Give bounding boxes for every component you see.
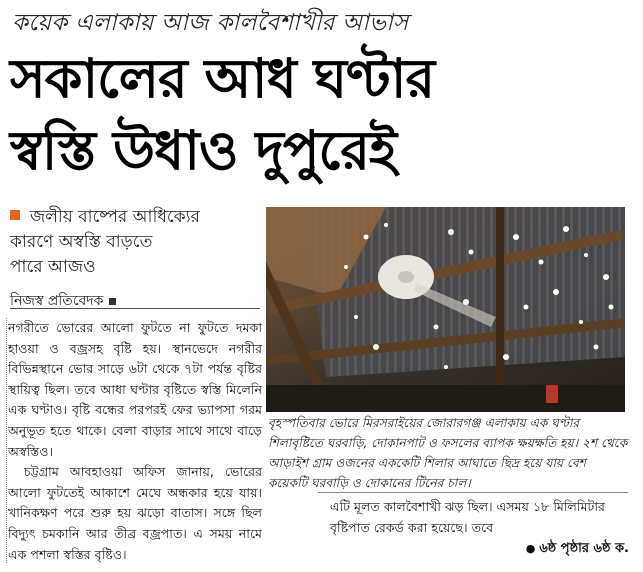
kicker-text: কয়েক এলাকায় আজ কালবৈশাখীর আভাস [12,10,409,36]
divider [10,308,260,309]
subdeck-line-2: কারণে অস্বস্তি বাড়তে [10,232,153,252]
headline-line-2: স্বস্তি উধাও দুপুরেই [10,119,396,182]
photo-caption: বৃহস্পতিবার ভোরে মিরসরাইয়ের জোরারগঞ্জ এলাকায় এক ঘণ্টার শিলাবৃষ্টিতে ঘরবাড়ি, দোকানপাট ও ফসলের ব্যাপক ক্ষয়ক্ষতি হয়। ২শ থেকে আড়াইশ গ্রাম ওজনের এককেটি শিলার আঘাতে ছিদ্র হয়ে যায় বেশ কয়েকটি ঘরবাড়ি ও দোকানের টিনের চাল। [268,416,628,490]
article-body-right: এটি মূলত কালবৈশাখী ঝড় ছিল। এসময় ১৮ মিলিমিটার বৃষ্টিপাত রেকর্ড করা হয়েছে। তবে [330,499,605,535]
article-body-left [8,318,262,565]
square-marker-icon [109,298,116,305]
square-bullet-icon [10,210,20,220]
subdeck-line-1-text: জলীয় বাষ্পের আধিক্যের [30,207,200,227]
subdeck-line-3: পারে আজও [10,257,96,277]
subdeck-line-1 [10,205,260,230]
filled-circle-icon: ● [525,542,536,555]
continuation-note [526,539,629,560]
news-photo [266,207,625,412]
byline [10,289,250,313]
damaged-roof-photo [266,207,625,412]
divider [318,492,628,493]
subdeck [10,205,260,280]
body-paragraph-1: নগরীতে ভোরের আলো ফুটতে না ফুটতে দমকা হাওয়া ও বজ্রসহ বৃষ্টি হয়। স্থানভেদে নগরীর বিভিন্নস্থানে ভোর সাড়ে ৬টা থেকে ৭টা পর্যন্ত বৃষ্টির স্থায়িত্ব ছিল। তবে আধা ঘণ্টার বৃষ্টিতে স্বস্তি মিলেনি এক ঘণ্টাও। বৃষ্টি বন্ধের পরপরই ফের ভ্যাপসা গরম অনুভূত হতে থাকে। বেলা বাড়ার সাথে সাথে বাড়ে অস্বস্তিও। [8,320,262,459]
byline-text: নিজস্ব প্রতিবেদক [10,293,104,309]
headline-line-1: সকালের আধ ঘণ্টার [10,47,435,110]
body-paragraph-2: চট্টগ্রাম আবহাওয়া অফিস জানায়, ভোরের আলো ফুটতেই আকাশে মেঘে অন্ধকার হয়ে যায়। খানিকক্ষণ পরে শুরু হয় ঝড়ো বাতাস। সঙ্গে ছিল বিদ্যুৎ চমকানি আর তীব্র বজ্রপাত। এ সময় নামে এক পশলা স্বস্তির বৃষ্টিও। [8,464,262,562]
continuation-text: ৬ষ্ঠ পৃষ্ঠার ৬ষ্ঠ ক. [539,541,629,556]
column-divider [6,318,7,563]
